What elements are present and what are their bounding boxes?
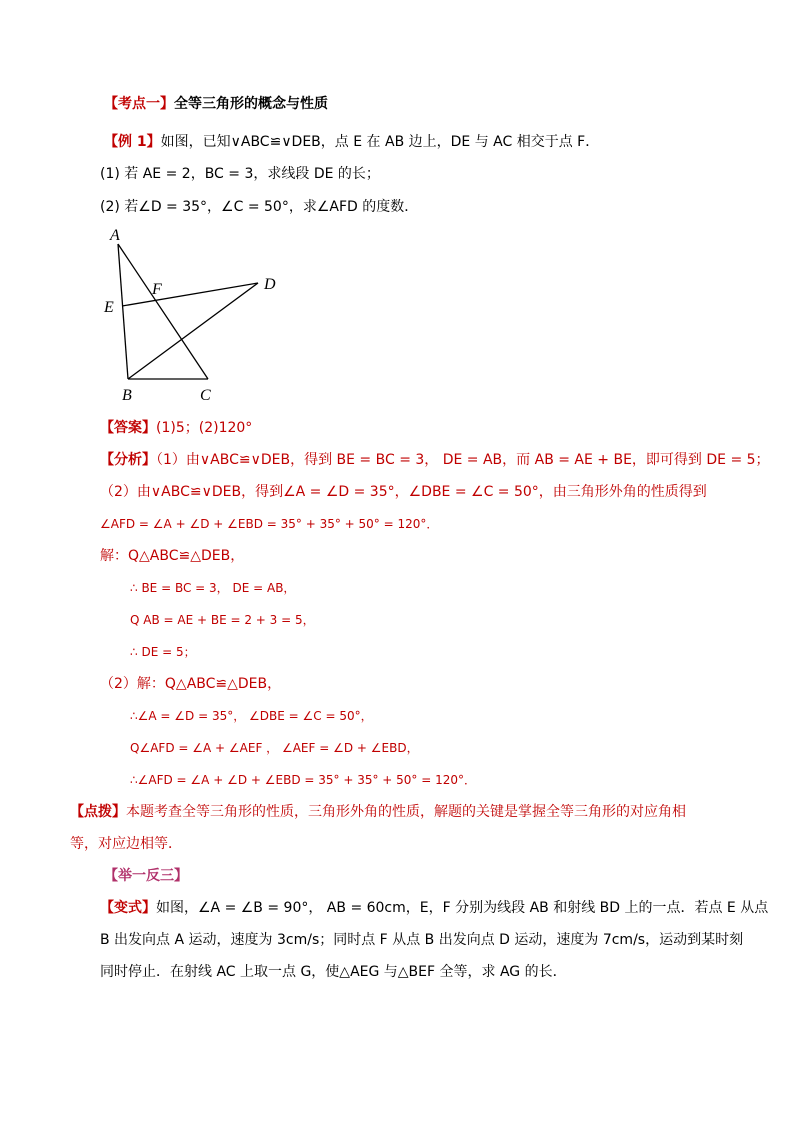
solution-line-8: ∴∠AFD = ∠A + ∠D + ∠EBD = 35° + 35° + 50° = 120°． [130,773,477,787]
point-label-D: D [264,276,276,293]
solution-line-4: ∴ DE = 5； [130,645,196,659]
example-stem: 如图，已知∨ABC≌∨DEB，点 E 在 AB 边上，DE 与 AC 相交于点 F． [160,134,600,150]
section-tag: 【考点一】 [104,96,174,112]
comment-line-2: 等，对应边相等． [70,836,182,852]
triangle-figure [96,222,296,406]
solution-line-1: 解：Q△ABC≌△DEB， [100,548,245,564]
example-stem-line [104,132,599,152]
variant-line-1 [100,898,768,918]
practice-header [104,866,188,886]
point-label-E: E [104,299,114,316]
analysis-tag: 【分析】 [100,452,156,468]
point-label-F: F [152,281,162,298]
section-title: 全等三角形的概念与性质 [174,96,328,112]
example-question-1: (1) 若 AE = 2，BC = 3，求线段 DE 的长； [100,166,380,182]
answer-tag: 【答案】 [100,420,156,436]
example-tag: 【例 1】 [104,134,161,150]
analysis-line-3: ∠AFD = ∠A + ∠D + ∠EBD = 35° + 35° + 50° = 120°． [100,517,439,531]
variant-line-2: B 出发向点 A 运动，速度为 3cm/s；同时点 F 从点 B 出发向点 D 运动，速度为 7cm/s，运动到某时刻 [100,932,744,948]
analysis-line-1 [100,450,770,470]
point-label-A: A [110,227,120,244]
solution-line-7: Q∠AFD = ∠A + ∠AEF ， ∠AEF = ∠D + ∠EBD， [130,741,419,755]
segment-ED [122,283,258,306]
variant-line-3: 同时停止．在射线 AC 上取一点 G，使△AEG 与△BEF 全等，求 AG 的长． [100,964,567,980]
solution-line-2: ∴ BE = BC = 3， DE = AB， [130,581,296,595]
solution-line-6: ∴∠A = ∠D = 35°， ∠DBE = ∠C = 50°， [130,709,373,723]
segment-AC [118,244,208,379]
comment-tag: 【点拨】 [70,804,126,820]
solution-line-3: Q AB = AE + BE = 2 + 3 = 5， [130,613,315,627]
point-label-B: B [122,387,132,404]
comment-line-1 [70,802,686,822]
answer-text: (1)5；(2)120° [156,420,253,436]
example-question-2: (2) 若∠D = 35°，∠C = 50°，求∠AFD 的度数． [100,199,419,215]
analysis-line-2: （2）由∨ABC≌∨DEB，得到∠A = ∠D = 35°，∠DBE = ∠C = 50°，由三角形外角的性质得到 [100,484,707,500]
comment-text-1: 本题考查全等三角形的性质，三角形外角的性质，解题的关键是掌握全等三角形的对应角相 [126,804,686,820]
segment-BD [128,283,258,379]
solution-line-5: （2）解：Q△ABC≌△DEB， [100,676,282,692]
variant-text-1: 如图，∠A = ∠B = 90°， AB = 60cm，E，F 分别为线段 AB 和射线 BD 上的一点．若点 E 从点 [156,900,769,916]
point-label-C: C [200,387,211,404]
section-header [104,94,328,114]
segment-AB [118,244,128,379]
practice-tag: 【举一反三】 [104,868,188,884]
analysis-text-1: （1）由∨ABC≌∨DEB，得到 BE = BC = 3， DE = AB，而 AB = AE + BE，即可得到 DE = 5； [156,452,770,468]
answer-line [100,418,252,438]
variant-tag: 【变式】 [100,900,156,916]
